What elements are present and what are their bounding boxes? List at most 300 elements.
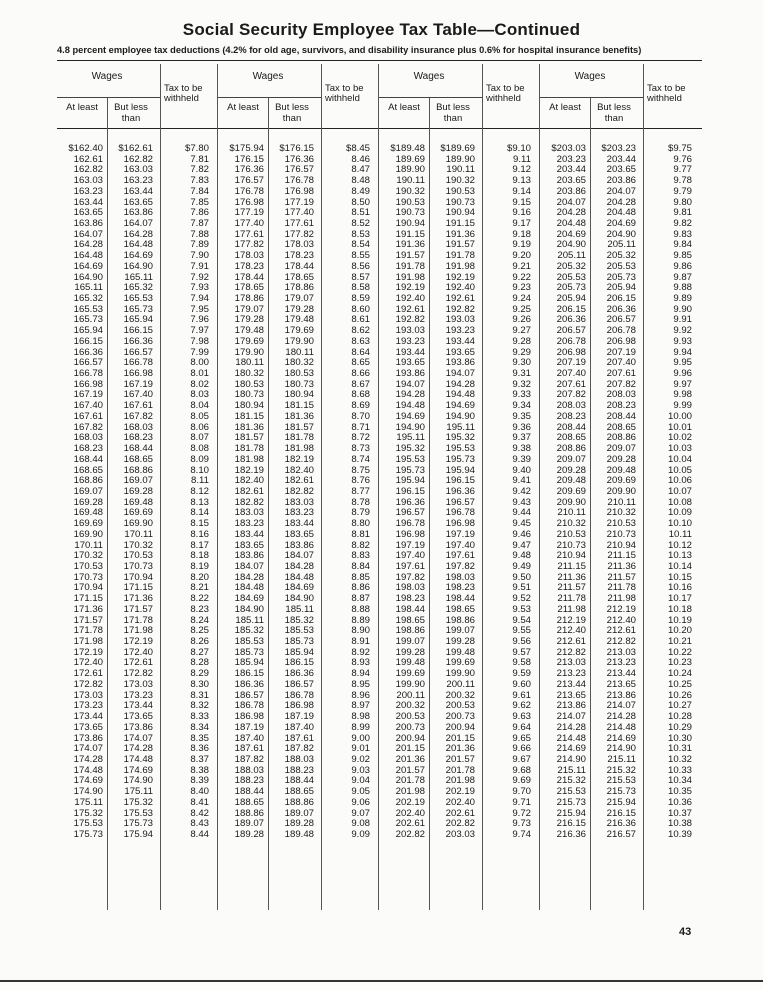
but-less-than-cell: 191.15 (445, 217, 475, 229)
but-less-than-cell: 179.28 (284, 303, 314, 315)
at-least-cell: 211.98 (557, 603, 586, 615)
tax-withheld-cell: 8.03 (190, 389, 209, 401)
at-least-cell: 191.15 (395, 228, 425, 240)
tax-withheld-cell: 9.08 (351, 818, 370, 830)
but-less-than-cell: 178.23 (284, 250, 314, 262)
at-least-cell: 188.03 (234, 764, 264, 776)
but-less-than-cell: 164.48 (123, 239, 153, 251)
tax-withheld-cell: 10.32 (667, 753, 692, 765)
tax-withheld-cell: 10.13 (667, 550, 692, 562)
but-less-than-cell: 194.69 (445, 400, 475, 412)
at-least-cell: 181.15 (234, 411, 264, 422)
at-least-cell: 168.44 (73, 453, 103, 465)
but-less-than-cell: 213.23 (606, 657, 636, 669)
but-less-than-cell: 206.15 (606, 292, 636, 304)
at-least-cell: 206.36 (556, 314, 586, 326)
at-least-cell: 199.90 (395, 679, 425, 690)
tax-withheld-cell: 8.67 (351, 378, 370, 390)
but-less-than-cell: 216.57 (606, 828, 636, 840)
but-less-than-cell: 188.86 (284, 796, 314, 808)
table-row (57, 422, 702, 433)
wages-header: Wages (413, 71, 445, 82)
at-least-cell: $189.48 (390, 143, 425, 154)
tax-withheld-cell: 7.92 (190, 271, 209, 283)
tax-withheld-cell: 10.08 (667, 496, 692, 508)
at-least-cell: 164.48 (73, 250, 103, 262)
tax-withheld-cell: 10.34 (667, 775, 692, 787)
tax-withheld-cell: 8.63 (351, 335, 370, 347)
tax-withheld-header: Tax to be withheld (325, 83, 364, 104)
but-less-than-cell: 173.23 (123, 689, 153, 701)
wages-header: Wages (574, 71, 606, 82)
tax-withheld-cell: 8.24 (190, 614, 209, 626)
tax-withheld-cell: 8.90 (351, 625, 370, 637)
but-less-than-cell: 165.11 (124, 271, 153, 283)
at-least-cell: 191.98 (395, 271, 425, 283)
tax-withheld-cell: 9.21 (512, 260, 531, 272)
tax-withheld-cell: 8.70 (351, 411, 370, 422)
tax-withheld-cell: 10.07 (667, 485, 692, 497)
table-row (57, 454, 702, 465)
at-least-cell: 198.65 (395, 614, 425, 626)
at-least-cell: 181.57 (234, 432, 264, 444)
tax-withheld-cell: 9.13 (512, 175, 531, 187)
at-least-cell: 194.48 (395, 400, 425, 412)
at-least-cell: 164.69 (73, 260, 103, 272)
at-least-cell: 167.61 (73, 411, 103, 422)
at-least-cell: 196.98 (395, 528, 425, 540)
at-least-cell: 196.78 (395, 518, 425, 530)
table-row (57, 529, 702, 540)
tax-withheld-cell: 9.89 (673, 292, 692, 304)
table-row (57, 207, 702, 218)
tax-withheld-cell: 9.52 (512, 593, 531, 605)
but-less-than-cell: 195.32 (445, 432, 475, 444)
but-less-than-cell: 179.48 (284, 314, 314, 326)
but-less-than-cell: 171.15 (123, 582, 153, 594)
but-less-than-cell: 169.90 (123, 518, 153, 530)
tax-withheld-cell: 8.12 (190, 485, 209, 497)
at-least-cell: 169.90 (73, 528, 103, 540)
tax-withheld-cell: 9.16 (512, 207, 531, 219)
tax-withheld-cell: 9.03 (351, 764, 370, 776)
at-least-cell: 208.03 (556, 400, 586, 412)
at-least-cell: 179.90 (234, 346, 264, 358)
at-least-cell: 163.23 (73, 185, 103, 197)
tax-withheld-cell: 9.90 (673, 303, 692, 315)
table-row (57, 668, 702, 679)
at-least-cell: 208.65 (556, 432, 586, 444)
tax-withheld-cell: 7.81 (190, 153, 209, 165)
at-least-cell: 191.57 (395, 250, 425, 262)
but-less-than-cell: 178.65 (284, 271, 314, 283)
at-least-cell: 172.40 (73, 657, 103, 669)
but-less-than-cell: 164.90 (123, 260, 153, 272)
at-least-cell: 165.11 (74, 282, 103, 294)
tax-withheld-cell: 8.51 (351, 207, 370, 219)
but-less-than-cell: 181.78 (284, 432, 314, 444)
tax-withheld-cell: 8.04 (190, 400, 209, 412)
tax-withheld-cell: 9.30 (512, 357, 531, 369)
tax-withheld-cell: 9.55 (512, 625, 531, 637)
at-least-cell: 215.32 (556, 775, 586, 787)
but-less-than-cell: 179.69 (284, 325, 314, 337)
tax-withheld-cell: 10.01 (667, 421, 692, 433)
at-least-cell: 162.61 (73, 153, 103, 165)
tax-withheld-cell: 8.13 (190, 496, 209, 508)
tax-withheld-cell: 9.22 (512, 271, 531, 283)
at-least-cell: 190.73 (395, 207, 425, 219)
but-less-than-cell: 216.15 (606, 807, 636, 819)
at-least-cell: 189.28 (234, 828, 264, 840)
but-less-than-cell: 197.61 (445, 550, 475, 562)
at-least-cell: 206.78 (556, 335, 586, 347)
at-least-cell: 192.82 (395, 314, 425, 326)
at-least-cell: 190.32 (395, 185, 425, 197)
tax-withheld-cell: 8.95 (351, 679, 370, 690)
tax-withheld-cell: 9.67 (512, 753, 531, 765)
tax-withheld-cell: 8.74 (351, 453, 370, 465)
tax-withheld-cell: 8.65 (351, 357, 370, 369)
at-least-cell: 190.11 (396, 175, 425, 187)
but-less-than-cell: 183.44 (284, 518, 314, 530)
but-less-than-cell: 176.78 (284, 175, 314, 187)
tax-withheld-cell: 8.18 (190, 550, 209, 562)
at-least-cell: 189.07 (234, 818, 264, 830)
tax-withheld-cell: 9.09 (351, 828, 370, 840)
at-least-cell: 174.69 (73, 775, 103, 787)
at-least-cell: 213.86 (556, 700, 586, 712)
table-row (57, 829, 702, 840)
at-least-cell: 177.61 (234, 228, 264, 240)
but-less-than-cell: 196.98 (445, 518, 475, 530)
but-less-than-cell: 171.57 (123, 603, 153, 615)
tax-withheld-cell: 8.54 (351, 239, 370, 251)
tax-withheld-cell: 8.15 (190, 518, 209, 530)
tax-withheld-cell: 10.18 (667, 603, 692, 615)
tax-withheld-cell: 10.33 (667, 764, 692, 776)
table-row (57, 540, 702, 551)
but-less-than-cell: 214.07 (606, 700, 636, 712)
at-least-cell: 210.73 (556, 539, 586, 551)
but-less-than-cell: 185.73 (284, 636, 314, 648)
tax-withheld-cell: 7.93 (190, 282, 209, 294)
at-least-cell: 201.15 (395, 743, 425, 755)
but-less-than-cell: 207.82 (606, 378, 636, 390)
but-less-than-cell: 178.86 (284, 282, 314, 294)
at-least-cell: 209.07 (556, 453, 586, 465)
at-least-cell: 198.03 (395, 582, 425, 594)
but-less-than-cell: 210.73 (606, 528, 636, 540)
tax-withheld-cell: 7.84 (190, 185, 209, 197)
tax-withheld-cell: 9.48 (512, 550, 531, 562)
table-row (57, 593, 702, 604)
tax-withheld-cell: 9.97 (673, 378, 692, 390)
table-row (57, 229, 702, 240)
at-least-cell: 165.94 (73, 325, 103, 337)
tax-withheld-cell: 8.20 (190, 571, 209, 583)
at-least-cell: 214.69 (556, 743, 586, 755)
tax-withheld-cell: 8.32 (190, 700, 209, 712)
tax-withheld-cell: 9.26 (512, 314, 531, 326)
at-least-cell: 200.11 (396, 689, 425, 701)
at-least-cell: 178.86 (234, 292, 264, 304)
at-least-cell: 200.73 (395, 721, 425, 733)
but-less-than-cell: 209.90 (606, 485, 636, 497)
but-less-than-cell: 200.73 (445, 711, 475, 723)
but-less-than-cell: 170.53 (123, 550, 153, 562)
at-least-cell: 193.44 (395, 346, 425, 358)
table-row (57, 272, 702, 283)
but-less-than-cell: 189.28 (284, 818, 314, 830)
table-row (57, 443, 702, 454)
table-row (57, 550, 702, 561)
at-least-cell: 206.98 (556, 346, 586, 358)
but-less-than-cell: 184.69 (284, 582, 314, 594)
but-less-than-cell: 181.36 (284, 411, 314, 422)
but-less-than-cell: 180.53 (284, 368, 314, 380)
but-less-than-cell: 207.19 (606, 346, 636, 358)
tax-withheld-cell: 7.95 (190, 303, 209, 315)
at-least-cell: 200.94 (395, 732, 425, 744)
at-least-cell: 205.53 (556, 271, 586, 283)
at-least-cell: 165.73 (73, 314, 103, 326)
at-least-cell: 192.40 (395, 292, 425, 304)
but-less-than-cell: 182.19 (284, 453, 314, 465)
but-less-than-cell: 197.40 (445, 539, 475, 551)
at-least-cell: 194.28 (395, 389, 425, 401)
at-least-cell: 184.69 (234, 593, 264, 605)
tax-withheld-cell: 10.20 (667, 625, 692, 637)
tax-withheld-cell: 9.45 (512, 518, 531, 530)
at-least-cell: 180.53 (234, 378, 264, 390)
at-least-cell: 215.73 (556, 796, 586, 808)
tax-withheld-cell: 10.06 (667, 475, 692, 487)
but-less-than-cell: 211.57 (607, 571, 636, 583)
tax-withheld-cell: 9.80 (673, 196, 692, 208)
but-less-than-cell: 169.48 (123, 496, 153, 508)
at-least-cell: 181.36 (234, 421, 264, 433)
tax-withheld-cell: 8.49 (351, 185, 370, 197)
tax-withheld-cell: 9.12 (512, 164, 531, 176)
page-bottom-edge (0, 980, 763, 982)
tax-withheld-cell: 9.71 (512, 796, 531, 808)
at-least-cell: 186.36 (234, 679, 264, 690)
at-least-cell: 215.94 (556, 807, 586, 819)
at-least-cell: 175.32 (73, 807, 103, 819)
tax-withheld-header: Tax to be withheld (647, 83, 686, 104)
at-least-cell: 176.15 (234, 153, 264, 165)
but-less-than-cell: 205.94 (606, 282, 636, 294)
at-least-cell: 196.36 (395, 496, 425, 508)
at-least-cell: 195.73 (395, 464, 425, 476)
tax-withheld-cell: 8.56 (351, 260, 370, 272)
but-less-than-cell: 176.98 (284, 185, 314, 197)
at-least-cell: 185.11 (235, 614, 264, 626)
at-least-cell: 170.94 (73, 582, 103, 594)
but-less-than-cell: 191.57 (445, 239, 475, 251)
tax-withheld-cell: 8.07 (190, 432, 209, 444)
but-less-than-cell: 189.90 (445, 153, 475, 165)
but-less-than-cell: 163.23 (123, 175, 153, 187)
but-less-than-header: But less than (275, 102, 309, 124)
at-least-cell: 163.65 (73, 207, 103, 219)
at-least-cell: 205.32 (556, 260, 586, 272)
tax-withheld-cell: 10.02 (667, 432, 692, 444)
but-less-than-cell: 174.90 (123, 775, 153, 787)
but-less-than-cell: 184.07 (284, 550, 314, 562)
at-least-cell: 187.19 (234, 721, 264, 733)
tax-withheld-cell: 8.92 (351, 646, 370, 658)
but-less-than-header: But less than (597, 102, 631, 124)
table-row (57, 347, 702, 358)
but-less-than-cell: 164.07 (123, 217, 153, 229)
at-least-cell: 178.44 (234, 271, 264, 283)
tax-withheld-cell: 8.14 (190, 507, 209, 519)
at-least-cell: 214.90 (556, 753, 586, 765)
but-less-than-cell: 193.03 (445, 314, 475, 326)
but-less-than-cell: 206.78 (606, 325, 636, 337)
tax-withheld-cell: $8.45 (345, 143, 370, 154)
at-least-cell: 185.94 (234, 657, 264, 669)
at-least-cell: 197.40 (395, 550, 425, 562)
but-less-than-cell: 204.28 (606, 196, 636, 208)
table-row (57, 636, 702, 647)
but-less-than-cell: 210.32 (606, 507, 636, 519)
but-less-than-cell: 188.03 (284, 753, 314, 765)
at-least-cell: 199.48 (395, 657, 425, 669)
but-less-than-cell: 186.15 (284, 657, 314, 669)
but-less-than-cell: 167.19 (123, 378, 153, 390)
but-less-than-cell: 212.40 (606, 614, 636, 626)
tax-withheld-cell: 10.23 (667, 657, 692, 669)
at-least-cell: 212.82 (556, 646, 586, 658)
tax-withheld-cell: 8.22 (190, 593, 209, 605)
but-less-than-cell: 162.82 (123, 153, 153, 165)
but-less-than-cell: 170.94 (123, 571, 153, 583)
tax-withheld-cell: 9.07 (351, 807, 370, 819)
at-least-cell: 192.19 (395, 282, 425, 294)
tax-withheld-cell: 8.05 (190, 411, 209, 422)
at-least-cell: 202.40 (395, 807, 425, 819)
at-least-cell: 185.53 (234, 636, 264, 648)
at-least-cell: 211.15 (557, 560, 586, 572)
but-less-than-cell: 176.57 (284, 164, 314, 176)
tax-withheld-cell: 10.38 (667, 818, 692, 830)
page-title: Social Security Employee Tax Table—Continued (182, 20, 581, 39)
but-less-than-cell: 206.57 (606, 314, 636, 326)
at-least-cell: 211.57 (557, 582, 586, 594)
but-less-than-cell: 191.98 (445, 260, 475, 272)
tax-withheld-cell: 9.02 (351, 753, 370, 765)
but-less-than-cell: 208.23 (606, 400, 636, 412)
but-less-than-cell: 184.28 (284, 560, 314, 572)
at-least-cell: 171.15 (73, 593, 103, 605)
tax-withheld-cell: 10.22 (667, 646, 692, 658)
at-least-cell: 215.53 (556, 786, 586, 798)
at-least-cell: 210.32 (556, 518, 586, 530)
tax-withheld-cell: 9.77 (673, 164, 692, 176)
tax-withheld-cell: 8.87 (351, 593, 370, 605)
but-less-than-cell: 199.48 (445, 646, 475, 658)
at-least-cell: 203.23 (556, 153, 586, 165)
tax-withheld-cell: 10.14 (667, 560, 692, 572)
but-less-than-cell: 164.28 (123, 228, 153, 240)
tax-withheld-cell: 7.91 (190, 260, 209, 272)
but-less-than-cell: 209.69 (606, 475, 636, 487)
tax-withheld-cell: 7.88 (190, 228, 209, 240)
tax-withheld-cell: 8.60 (351, 303, 370, 315)
but-less-than-cell: 186.98 (284, 700, 314, 712)
but-less-than-cell: 208.44 (606, 411, 636, 422)
at-least-cell: 204.07 (556, 196, 586, 208)
at-least-cell: 214.48 (556, 732, 586, 744)
tax-withheld-cell: 9.64 (512, 721, 531, 733)
tax-withheld-header: Tax to be withheld (164, 83, 203, 104)
but-less-than-cell: 209.48 (606, 464, 636, 476)
tax-withheld-cell: 8.28 (190, 657, 209, 669)
but-less-than-header: But less than (114, 102, 148, 124)
tax-withheld-cell: 8.06 (190, 421, 209, 433)
but-less-than-cell: 175.53 (123, 807, 153, 819)
but-less-than-cell: 195.11 (446, 421, 475, 433)
at-least-header: At least (227, 102, 259, 113)
but-less-than-cell: 196.36 (445, 485, 475, 497)
but-less-than-cell: 177.82 (284, 228, 314, 240)
at-least-cell: 200.53 (395, 711, 425, 723)
at-least-cell: 180.73 (234, 389, 264, 401)
but-less-than-cell: 166.36 (123, 335, 153, 347)
tax-withheld-cell: 9.25 (512, 303, 531, 315)
header-top-rule (57, 60, 702, 61)
tax-withheld-cell: 10.21 (667, 636, 692, 648)
tax-withheld-cell: 10.19 (667, 614, 692, 626)
tax-withheld-cell: 8.73 (351, 443, 370, 455)
at-least-cell: 179.48 (234, 325, 264, 337)
at-least-cell: 169.69 (73, 518, 103, 530)
but-less-than-cell: 202.40 (445, 796, 475, 808)
but-less-than-cell: 215.32 (606, 764, 636, 776)
at-least-cell: 214.07 (556, 711, 586, 723)
tax-withheld-cell: 9.98 (673, 389, 692, 401)
at-least-cell: 216.15 (556, 818, 586, 830)
but-less-than-cell: 180.94 (284, 389, 314, 401)
but-less-than-cell: 206.36 (606, 303, 636, 315)
tax-withheld-cell: 8.75 (351, 464, 370, 476)
but-less-than-cell: 215.94 (606, 796, 636, 808)
tax-withheld-cell: 8.10 (190, 464, 209, 476)
tax-withheld-cell: 8.08 (190, 443, 209, 455)
at-least-cell: 176.78 (234, 185, 264, 197)
tax-withheld-cell: 7.97 (190, 325, 209, 337)
at-least-cell: 170.11 (74, 539, 103, 551)
but-less-than-cell: 215.73 (606, 786, 636, 798)
at-least-cell: 209.69 (556, 485, 586, 497)
but-less-than-cell: 189.07 (284, 807, 314, 819)
table-row (57, 786, 702, 797)
tax-withheld-cell: 7.82 (190, 164, 209, 176)
tax-withheld-cell: 9.73 (512, 818, 531, 830)
wages-header: Wages (252, 71, 284, 82)
at-least-cell: 191.36 (395, 239, 425, 251)
at-least-cell: 196.15 (395, 485, 425, 497)
table-row (57, 615, 702, 626)
but-less-than-cell: 182.40 (284, 464, 314, 476)
but-less-than-cell: 211.98 (607, 593, 636, 605)
at-least-header: At least (66, 102, 98, 113)
but-less-than-cell: 198.65 (445, 603, 475, 615)
but-less-than-cell: 166.57 (123, 346, 153, 358)
